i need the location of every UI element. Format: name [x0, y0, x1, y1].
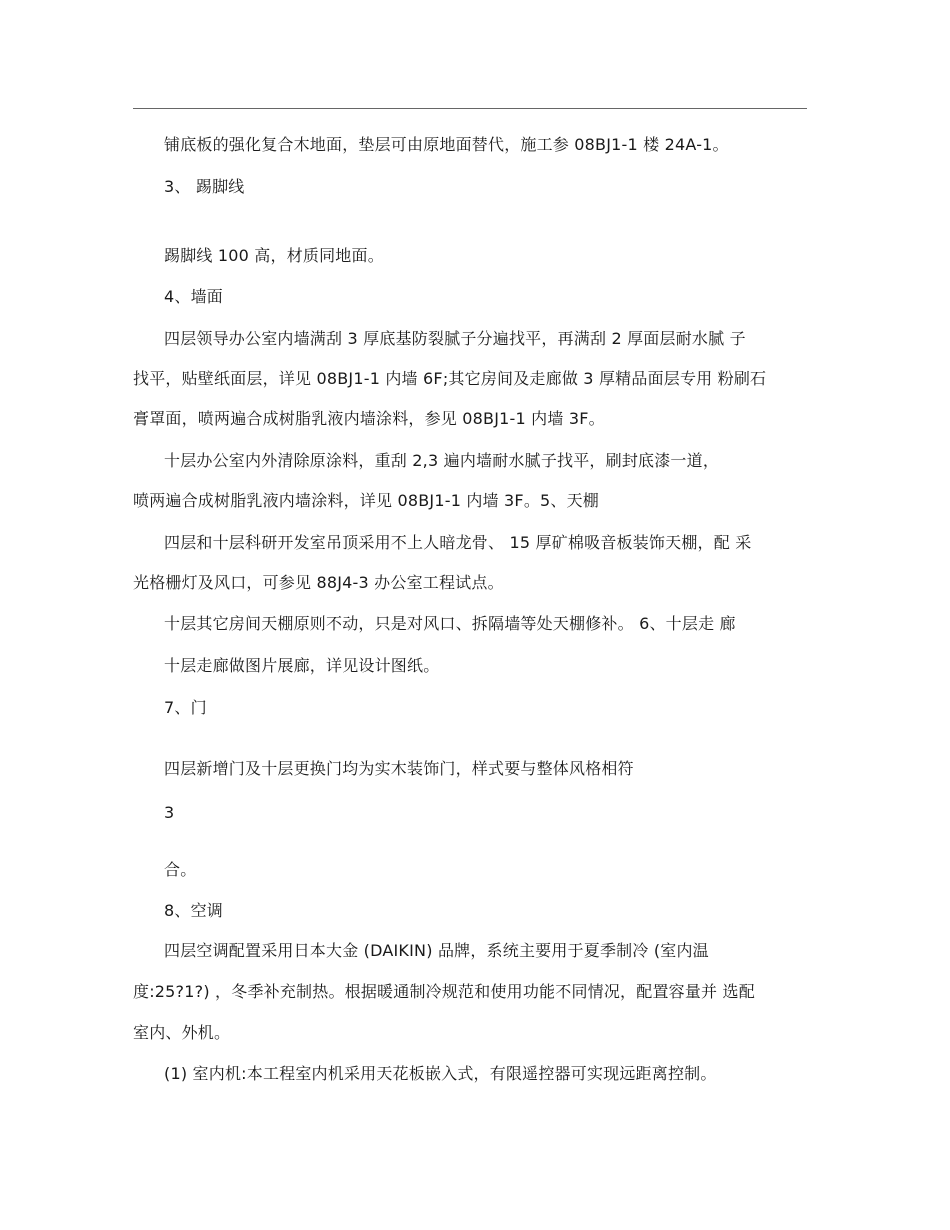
section-heading: 4、墙面: [164, 287, 223, 306]
paragraph-line: 膏罩面，喷两遍合成树脂乳液内墙涂料，参见 08BJ1-1 内墙 3F。: [133, 409, 605, 428]
paragraph-line: 十层其它房间天棚原则不动，只是对风口、拆隔墙等处天棚修补。 6、十层走 廊: [164, 614, 736, 633]
paragraph-line: 喷两遍合成树脂乳液内墙涂料，详见 08BJ1-1 内墙 3F。5、天棚: [133, 491, 600, 510]
paragraph-line: 找平，贴壁纸面层，详见 08BJ1-1 内墙 6F;其它房间及走廊做 3 厚精品面层专用 粉刷石: [133, 369, 767, 388]
section-heading: 8、空调: [164, 901, 223, 920]
paragraph-line: 室内、外机。: [133, 1023, 231, 1042]
paragraph-line: 十层走廊做图片展廊，详见设计图纸。: [164, 656, 440, 675]
paragraph-line: 十层办公室内外清除原涂料，重刮 2,3 遍内墙耐水腻子找平，刷封底漆一道，: [164, 451, 720, 470]
paragraph-line: 光格栅灯及风口，可参见 88J4-3 办公室工程试点。: [133, 573, 504, 592]
paragraph-line: 合。: [164, 860, 197, 879]
header-rule: [133, 108, 807, 109]
paragraph-line: 四层新增门及十层更换门均为实木装饰门，样式要与整体风格相符: [164, 759, 634, 778]
paragraph-line: (1) 室内机:本工程室内机采用天花板嵌入式，有限遥控器可实现远距离控制。: [164, 1064, 717, 1083]
section-heading: 7、门: [164, 698, 207, 717]
section-heading: 3、 踢脚线: [164, 177, 245, 196]
paragraph-line: 四层空调配置采用日本大金 (DAIKIN) 品牌，系统主要用于夏季制冷 (室内温: [164, 941, 709, 960]
paragraph-line: 度:25?1?) ，冬季补充制热。根据暖通制冷规范和使用功能不同情况，配置容量并 选配: [133, 982, 755, 1001]
page-number: 3: [164, 803, 175, 822]
paragraph-line: 四层领导办公室内墙满刮 3 厚底基防裂腻子分遍找平，再满刮 2 厚面层耐水腻 子: [164, 329, 746, 348]
paragraph-line: 踢脚线 100 高，材质同地面。: [164, 246, 384, 265]
paragraph-line: 铺底板的强化复合木地面，垫层可由原地面替代，施工参 08BJ1-1 楼 24A-1。: [164, 135, 729, 154]
paragraph-line: 四层和十层科研开发室吊顶采用不上人暗龙骨、 15 厚矿棉吸音板装饰天棚，配 采: [164, 533, 752, 552]
